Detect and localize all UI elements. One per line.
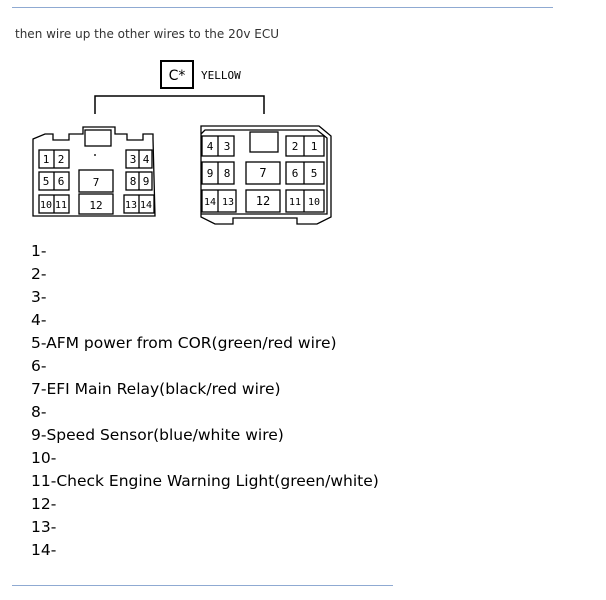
post-text: then wire up the other wires to the 20v ECU [15,27,280,41]
left-pin-5: 5 [42,175,50,188]
right-pin-8: 8 [223,167,231,180]
connector-label: C* [168,68,186,84]
pinout-item: 2- [31,265,47,283]
right-pin-10: 10 [307,197,321,208]
right-pin-6: 6 [291,167,299,180]
left-pin-2: 2 [57,153,65,166]
right-pin-5: 5 [310,167,318,180]
bracket-line [95,96,264,114]
left-pin-11: 11 [54,200,68,211]
left-pin-13: 13 [124,200,138,211]
right-pin-14: 14 [203,197,217,208]
left-pin-12: 12 [89,199,103,212]
pinout-item: 9-Speed Sensor(blue/white wire) [31,426,284,444]
color-label: YELLOW [201,69,241,82]
top-divider [12,7,553,8]
connector-diagram [15,44,393,244]
left-pin-9: 9 [142,175,150,188]
left-pin-8: 8 [129,175,137,188]
pinout-item: 4- [31,311,47,329]
right-pin-1: 1 [310,140,318,153]
right-pin-13: 13 [221,197,235,208]
left-pin-7: 7 [92,176,100,189]
pinout-item: 6- [31,357,47,375]
pinout-item: 10- [31,449,57,467]
right-pin-11: 11 [288,197,302,208]
pinout-item: 14- [31,541,57,559]
left-pin-3: 3 [129,153,137,166]
left-pin-6: 6 [57,175,65,188]
pinout-item: 12- [31,495,57,513]
right-pin-3: 3 [223,140,231,153]
left-pin-1: 1 [42,153,50,166]
wiring-diagram-image [15,44,393,570]
right-pin-7: 7 [259,166,267,180]
pinout-item: 13- [31,518,57,536]
pinout-list [31,240,379,562]
pinout-item: 1- [31,242,47,260]
pinout-item: 3- [31,288,47,306]
right-pin-12: 12 [255,194,271,208]
right-pin-4: 4 [206,140,214,153]
right-pin-2: 2 [291,140,299,153]
right-pin-9: 9 [206,167,214,180]
left-pin-4: 4 [142,153,150,166]
pinout-item: 5-AFM power from COR(green/red wire) [31,334,337,352]
pinout-item: 11-Check Engine Warning Light(green/white) [31,472,379,490]
pinout-item: 7-EFI Main Relay(black/red wire) [31,380,281,398]
pinout-item: 8- [31,403,47,421]
left-pin-14: 14 [139,200,153,211]
left-pin-10: 10 [39,200,53,211]
bottom-divider [12,585,393,586]
